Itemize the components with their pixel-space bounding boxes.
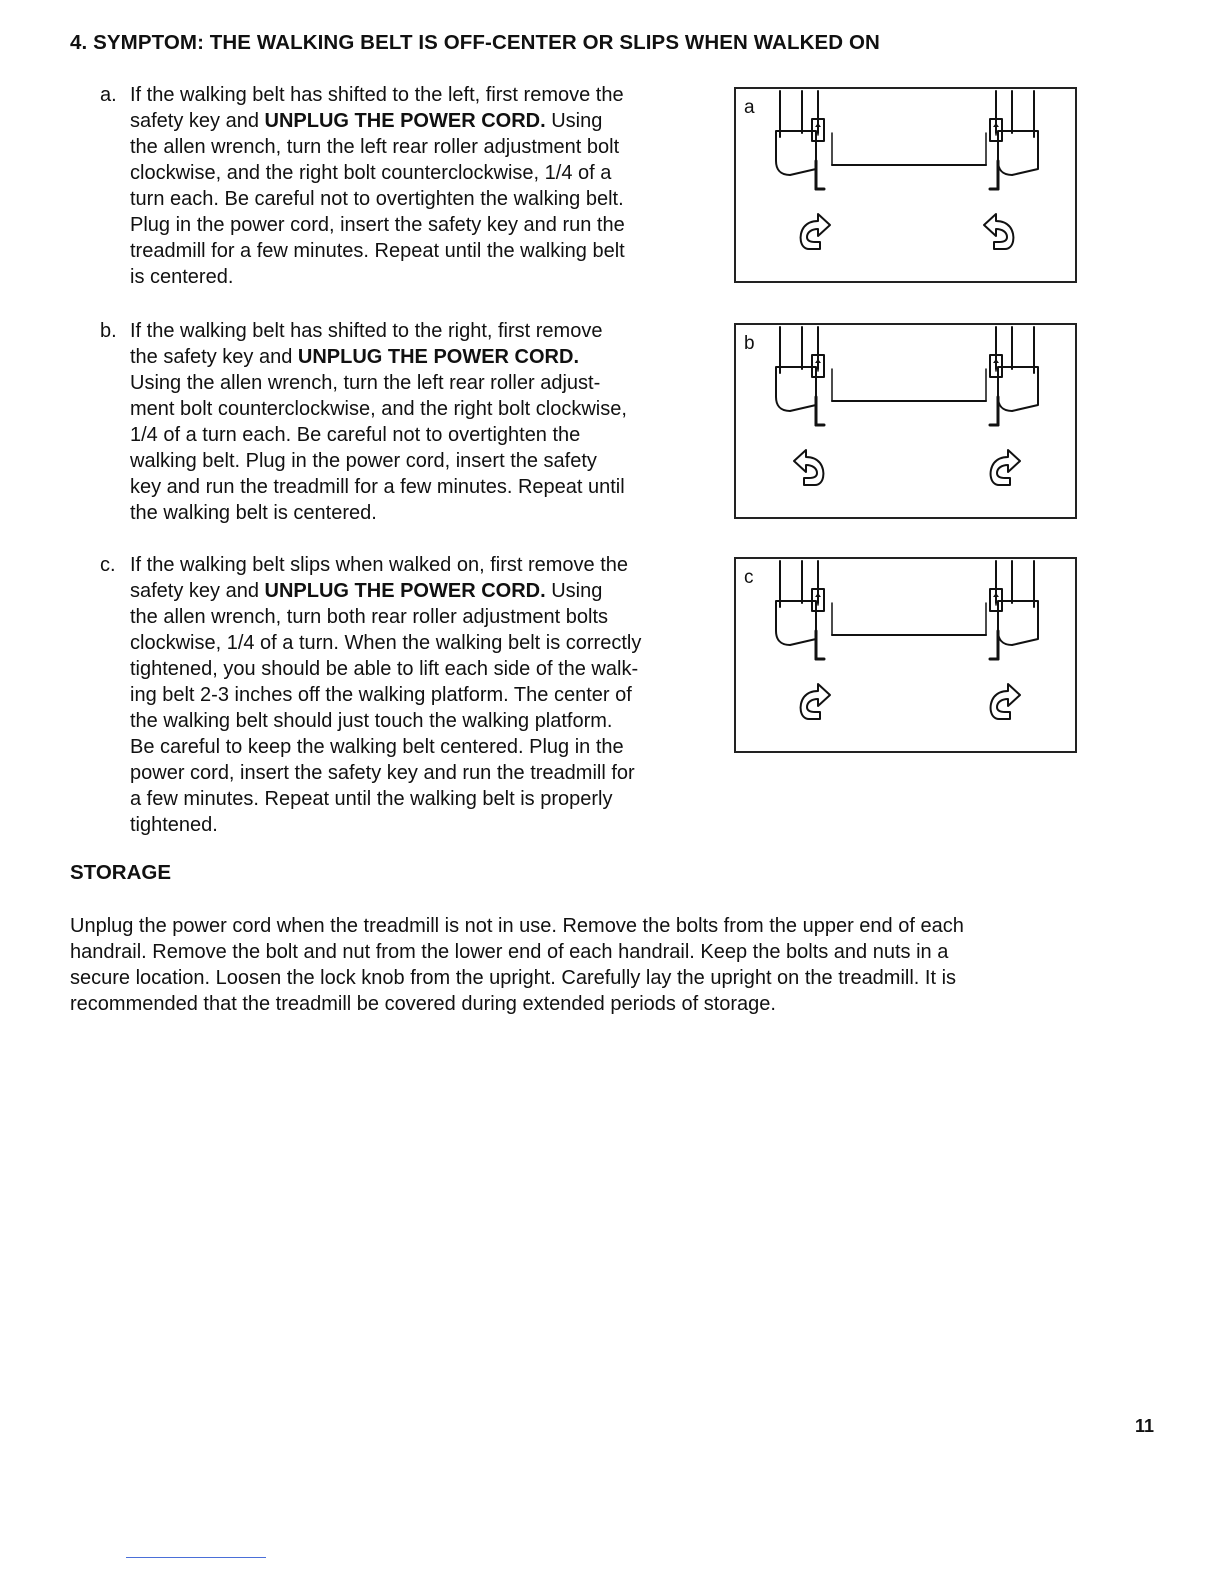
text-line: 1/4 of a turn each. Be careful not to overtighten the [130,424,581,446]
text-line: a few minutes. Repeat until the walking belt is properly [130,788,613,810]
figure-c [734,557,1077,753]
storage-paragraph [70,913,1080,1017]
arrow-up-icon [993,593,999,597]
text-line: safety key and UNPLUG THE POWER CORD. Using [130,110,603,132]
warning-text: UNPLUG THE POWER CORD. [297,346,580,368]
page-number: 11 [1135,1416,1155,1436]
text-line: Be careful to keep the walking belt centered. Plug in the [130,736,624,758]
text-line: the safety key and UNPLUG THE POWER CORD. [130,346,580,368]
roller-adjustment-diagram [736,325,1079,521]
arrow-up-icon [993,359,999,363]
text-line: handrail. Remove the bolt and nut from the lower end of each handrail. Keep the bolts and nuts in a [70,941,949,963]
arrow-up-icon [815,123,821,127]
roller-housing [998,367,1038,411]
figure-label: b [744,333,755,354]
figure-b [734,323,1077,519]
counterclockwise-arrow-icon [794,450,823,485]
roller-housing [776,367,816,411]
warning-text: UNPLUG THE POWER CORD. [264,110,546,132]
clockwise-arrow-icon [801,214,830,249]
text-line: If the walking belt has shifted to the right, first remove [130,320,603,342]
roller-housing [998,131,1038,175]
text-line: Unplug the power cord when the treadmill is not in use. Remove the bolts from the upper end of each [70,915,964,937]
text-line: clockwise, 1/4 of a turn. When the walking belt is correctly [130,632,642,654]
roller-adjustment-diagram [736,89,1079,285]
text-line: Using the allen wrench, turn the left rear roller adjust- [130,372,601,394]
text-line: ment bolt counterclockwise, and the right bolt clockwise, [130,398,627,420]
text-line: safety key and UNPLUG THE POWER CORD. Using [130,580,603,602]
left-rear-roller [776,327,824,425]
roller-housing [998,601,1038,645]
text-line: clockwise, and the right bolt counterclockwise, 1/4 of a [130,162,612,184]
arrow-up-icon [815,359,821,363]
counterclockwise-arrow-icon [984,214,1013,249]
text-line: walking belt. Plug in the power cord, insert the safety [130,450,597,472]
text-line: If the walking belt has shifted to the left, first remove the [130,84,624,106]
clockwise-arrow-icon [991,684,1020,719]
step-b [100,318,700,526]
arrow-up-icon [993,123,999,127]
right-rear-roller [990,327,1038,425]
right-rear-roller [990,91,1038,189]
step-c [100,552,700,838]
text-line: secure location. Loosen the lock knob from the upright. Carefully lay the upright on the treadmill. It is [70,967,957,989]
text-line: the walking belt is centered. [130,502,377,524]
roller-adjustment-diagram [736,559,1079,805]
left-rear-roller [776,561,824,659]
text-line: tightened. [130,814,218,836]
clockwise-arrow-icon [801,684,830,719]
step-letter: a. [100,84,117,106]
figure-label: a [744,97,755,118]
clockwise-arrow-icon [991,450,1020,485]
right-rear-roller [990,561,1038,659]
storage-heading: STORAGE [70,861,171,884]
step-letter: b. [100,320,117,342]
text-line: the allen wrench, turn both rear roller adjustment bolts [130,606,609,628]
step-body [130,318,700,526]
text-line: recommended that the treadmill be covered during extended periods of storage. [70,993,776,1015]
roller-housing [776,131,816,175]
section-heading: 4. SYMPTOM: THE WALKING BELT IS OFF-CENTER OR SLIPS WHEN WALKED ON [70,31,880,54]
footer-rule [126,1557,266,1558]
text-line: key and run the treadmill for a few minutes. Repeat until [130,476,625,498]
step-body [130,552,700,838]
step-a [100,82,700,290]
text-line: treadmill for a few minutes. Repeat until the walking belt [130,240,625,262]
text-line: tightened, you should be able to lift each side of the walk- [130,658,639,680]
text-line: the walking belt should just touch the walking platform. [130,710,613,732]
text-line: Plug in the power cord, insert the safety key and run the [130,214,625,236]
left-rear-roller [776,91,824,189]
figure-label: c [744,567,754,588]
step-letter: c. [100,554,116,576]
arrow-up-icon [815,593,821,597]
text-line: power cord, insert the safety key and run the treadmill for [130,762,635,784]
figure-a [734,87,1077,283]
text-line: turn each. Be careful not to overtighten the walking belt. [130,188,624,210]
text-line: the allen wrench, turn the left rear roller adjustment bolt [130,136,620,158]
roller-housing [776,601,816,645]
text-line: If the walking belt slips when walked on, first remove the [130,554,629,576]
warning-text: UNPLUG THE POWER CORD. [264,580,546,602]
text-line: ing belt 2-3 inches off the walking platform. The center of [130,684,632,706]
text-line: is centered. [130,266,234,288]
step-body [130,82,700,290]
